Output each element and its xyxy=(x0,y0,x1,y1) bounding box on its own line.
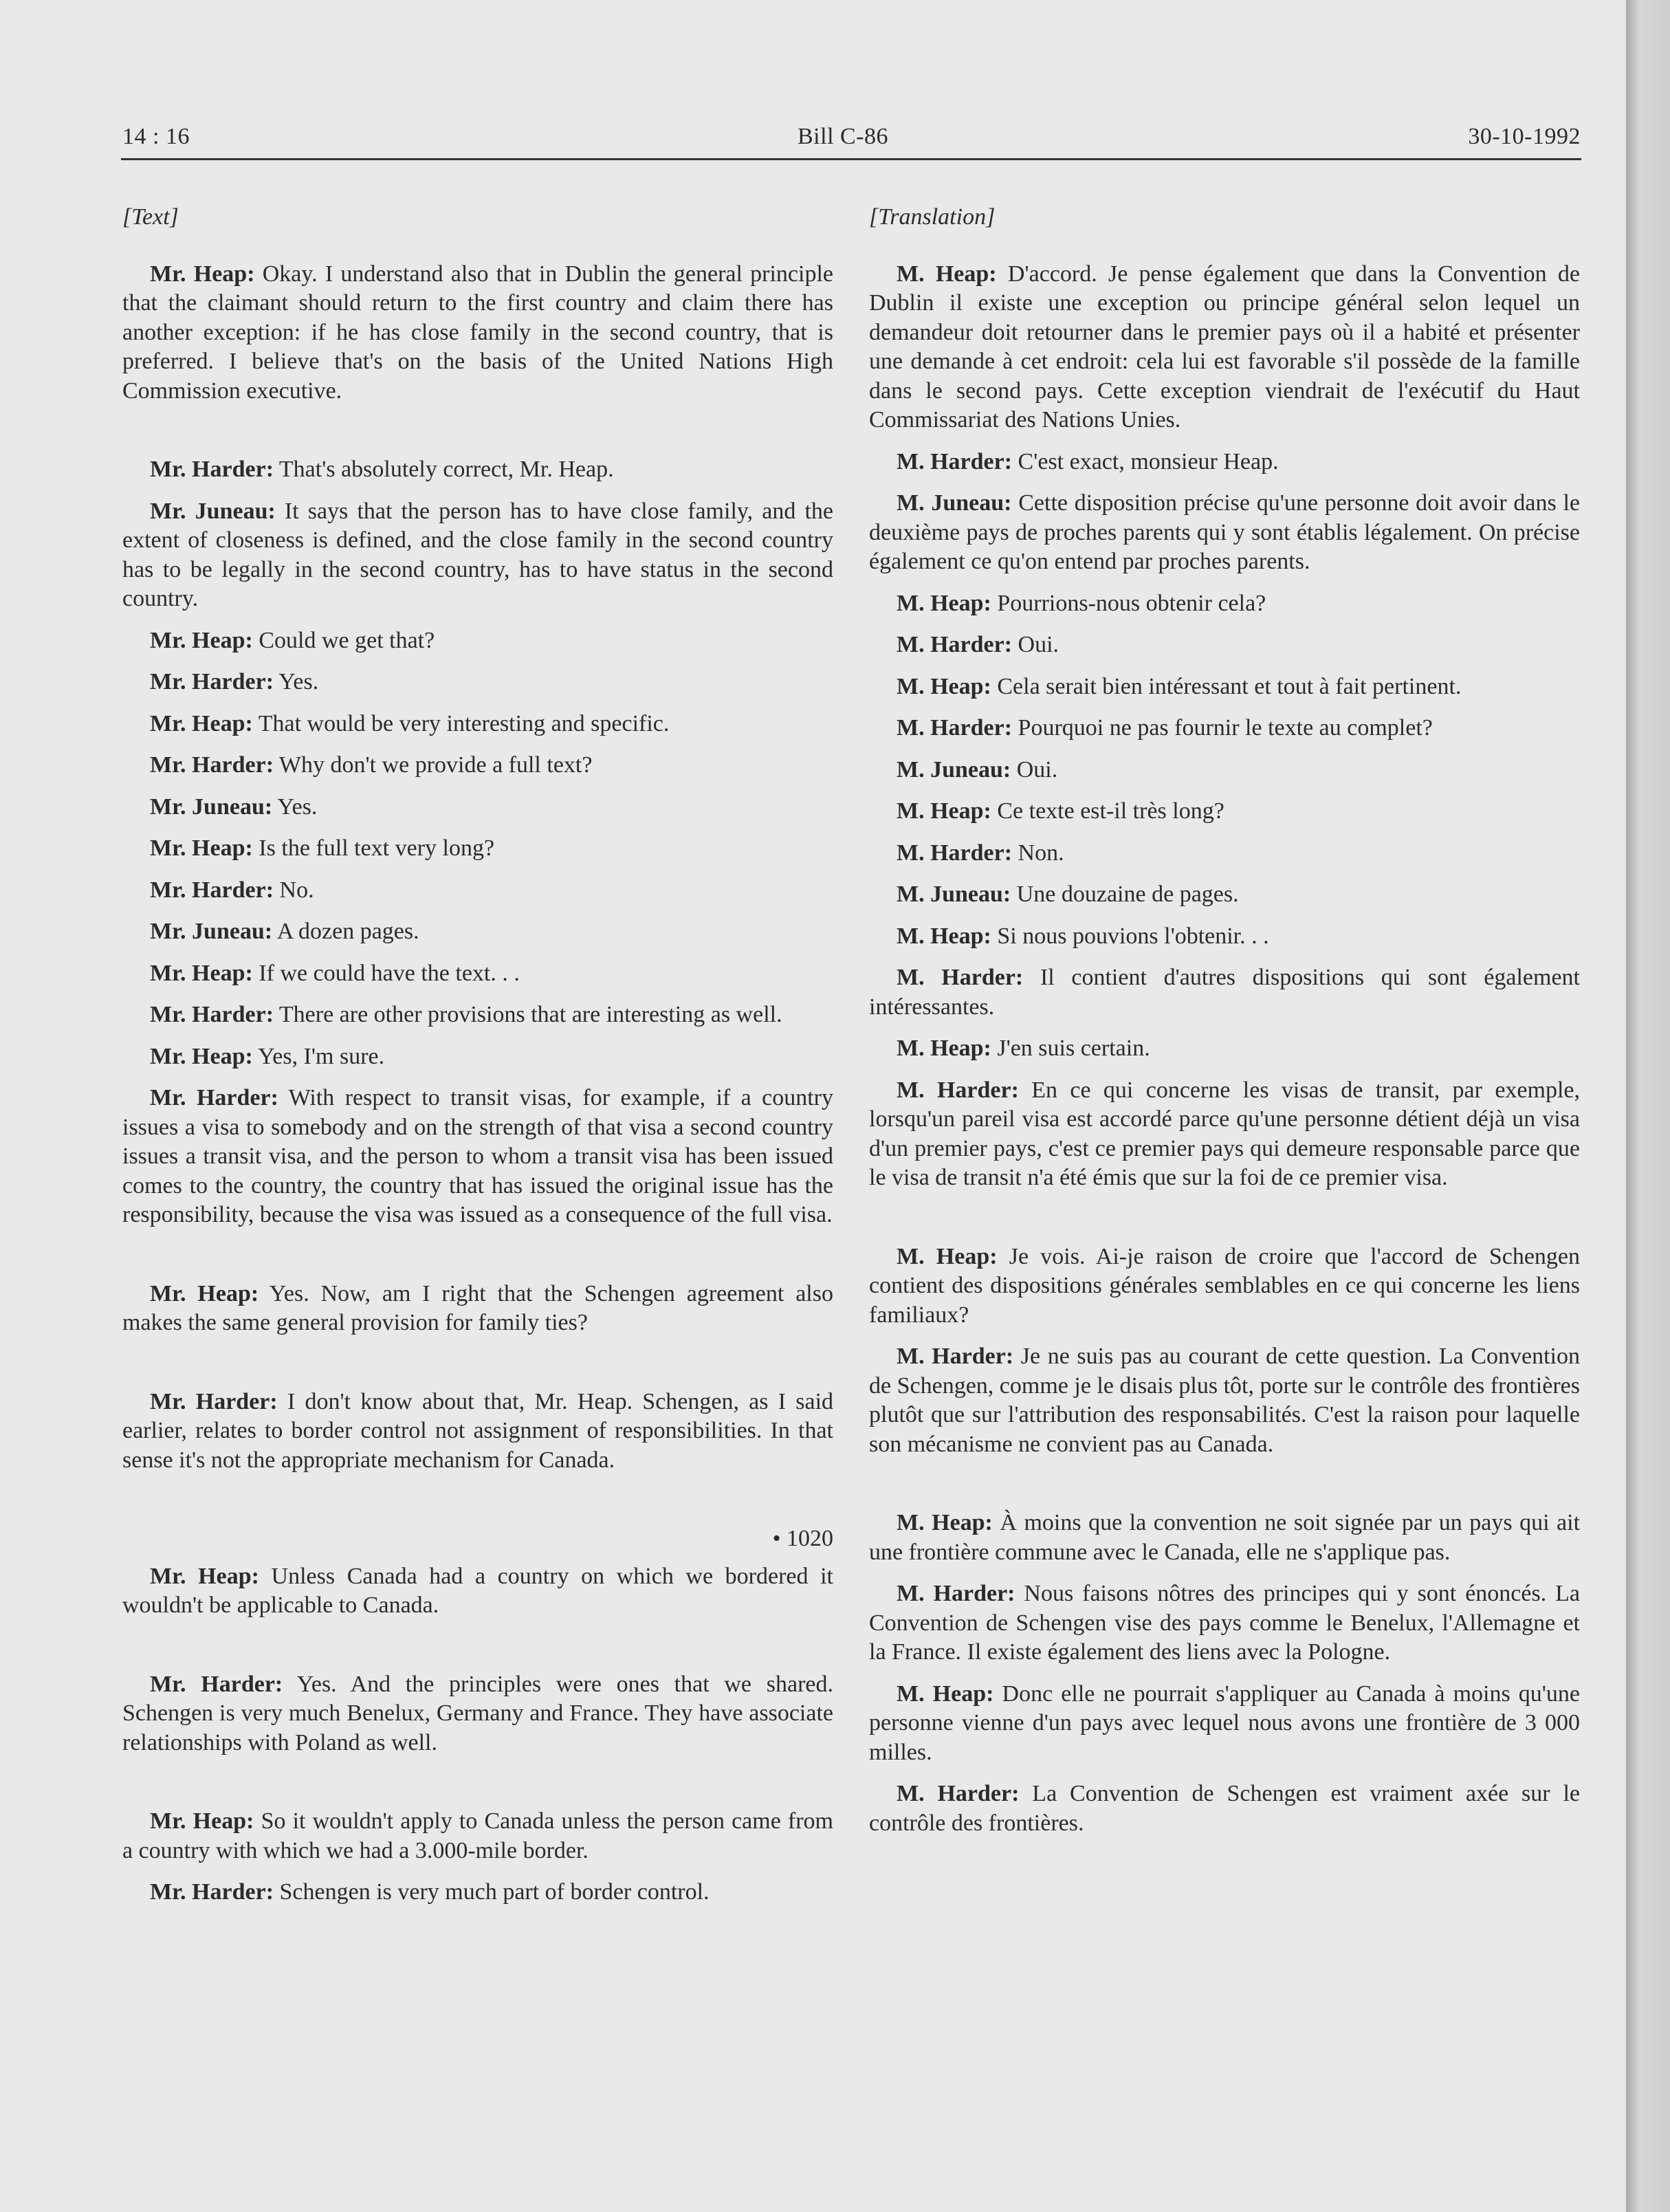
speaker-name: Mr. Heap: xyxy=(150,627,253,653)
speech-text: Oui. xyxy=(1018,632,1059,657)
transcript-paragraph xyxy=(869,1579,1580,1667)
transcript-paragraph xyxy=(122,1000,833,1030)
speech-text: So it wouldn't apply to Canada unless the person came from a country with which we had a 3.000-mile border. xyxy=(122,1808,833,1863)
speaker-name: M. Harder: xyxy=(897,632,1013,657)
transcript-paragraph xyxy=(869,631,1580,660)
speech-text: Je vois. Ai-je raison de croire que l'accord de Schengen contient des dispositions générales semblables en ce qui concerne les liens familiaux? xyxy=(869,1243,1581,1328)
transcript-paragraph xyxy=(869,714,1580,743)
transcript-paragraph xyxy=(869,260,1580,435)
speaker-name: M. Heap: xyxy=(897,1510,993,1535)
bill-title: Bill C-86 xyxy=(798,124,889,149)
transcript-paragraph xyxy=(122,455,833,485)
transcript-paragraph xyxy=(122,1562,833,1621)
transcript-paragraph xyxy=(122,959,833,989)
speech-text: Okay. I understand also that in Dublin the general principle that the claimant should return to the first country and claim there has another exception: if he has close family in the second country, that is preferred. I believe that's on the basis of the United Nations High Commission executive. xyxy=(122,261,833,404)
speech-text: It says that the person has to have close family, and the extent of closeness is defined, and the close family in the second country has to be legally in the second country, has to have status in the second country. xyxy=(122,498,834,611)
transcript-paragraph xyxy=(869,922,1580,952)
speaker-name: M. Juneau: xyxy=(897,881,1011,907)
speech-text: There are other provisions that are interesting as well. xyxy=(278,1002,782,1027)
transcript-paragraph xyxy=(122,1084,833,1230)
transcript-paragraph xyxy=(122,834,833,864)
transcript-paragraph xyxy=(869,963,1580,1022)
speech-text: D'accord. Je pense également que dans la Convention de Dublin il existe une exception ou principe général selon lequel un demandeur doit retourner dans le premier pays où il a habité et présenter une demande à cet endroit: cela lui est favorable s'il possède de la famille dans le second pays. Cette exception viendrait de l'exécutif du Haut Commissariat des Nations Unies. xyxy=(869,261,1581,432)
speech-text: No. xyxy=(279,877,314,903)
transcript-paragraph xyxy=(122,668,833,697)
page-edge xyxy=(1626,0,1670,2212)
speech-text: Je ne suis pas au courant de cette question. La Convention de Schengen, comme je le disais plus tôt, porte sur le contrôle des frontières plutôt que sur l'attribution des responsabilités. C'est la raison pour laquelle son mécanisme ne convient pas au Canada. xyxy=(869,1344,1580,1457)
speaker-name: M. Heap: xyxy=(897,590,991,616)
speaker-name: M. Harder: xyxy=(897,965,1024,990)
speaker-name: M. Heap: xyxy=(897,1036,991,1061)
speech-text: Is the full text very long? xyxy=(259,835,495,861)
speech-text: That would be very interesting and specific. xyxy=(258,710,670,736)
transcript-paragraph xyxy=(869,880,1580,910)
speech-text: If we could have the text. . . xyxy=(259,960,520,986)
speech-text: Cela serait bien intéressant et tout à fait pertinent. xyxy=(997,673,1462,699)
speaker-name: Mr. Heap: xyxy=(150,960,253,986)
speech-text: Cette disposition précise qu'une personne doit avoir dans le deuxième pays de proches parents qui y sont établis légalement. On précise également ce qu'on entend par proches parents. xyxy=(869,490,1581,574)
speaker-name: Mr. Harder: xyxy=(150,752,274,778)
transcript-paragraph xyxy=(122,1670,833,1758)
speech-text: Yes. xyxy=(277,793,318,820)
speech-text: Yes. And the principles were ones that we shared. Schengen is very much Benelux, Germany and France. They have associate relationships with Poland as well. xyxy=(122,1671,833,1755)
transcript-paragraph xyxy=(869,1034,1580,1064)
speaker-name: M. Heap: xyxy=(897,1680,994,1707)
speaker-name: M. Harder: xyxy=(897,1581,1015,1606)
transcript-paragraph xyxy=(869,1509,1580,1567)
speech-text: Unless Canada had a country on which we bordered it wouldn't be applicable to Canada. xyxy=(122,1563,833,1618)
speaker-name: M. Juneau: xyxy=(897,756,1011,782)
speech-text: I don't know about that, Mr. Heap. Schengen, as I said earlier, relates to border control not assignment of responsibilities. In that sense it's not the appropriate mechanism for Canada. xyxy=(122,1388,834,1473)
speaker-name: Mr. Harder: xyxy=(150,1671,283,1697)
speaker-name: M. Heap: xyxy=(897,1243,998,1269)
speaker-name: Mr. Heap: xyxy=(150,261,255,287)
speaker-name: Mr. Harder: xyxy=(150,1879,274,1905)
speech-text: Ce texte est-il très long? xyxy=(997,798,1224,824)
speaker-name: Mr. Harder: xyxy=(150,877,274,903)
transcript-paragraph xyxy=(869,489,1580,577)
speech-text: C'est exact, monsieur Heap. xyxy=(1018,448,1279,474)
speaker-name: M. Juneau: xyxy=(897,490,1012,516)
speaker-name: M. Harder: xyxy=(897,715,1013,741)
speech-text: Donc elle ne pourrait s'appliquer au Canada à moins qu'une personne vienne d'un pays avec lequel nous avons une frontière de 3 000 milles. xyxy=(869,1680,1581,1765)
speech-text: La Convention de Schengen est vraiment axée sur le contrôle des frontières. xyxy=(869,1781,1581,1836)
speech-text: A dozen pages. xyxy=(276,919,419,944)
speaker-name: Mr. Heap: xyxy=(150,710,253,736)
transcript-paragraph xyxy=(122,917,833,947)
transcript-paragraph xyxy=(122,1878,833,1907)
transcript-paragraph xyxy=(869,672,1580,702)
speech-text: With respect to transit visas, for example, if a country issues a visa to somebody and on the strength of that visa a second country issues a transit visa, and the person to whom a transit visa has been issued comes to the country, the country that has issued the original issue has the responsibility, because the visa was issued as a consequence of the full visa. xyxy=(122,1085,834,1227)
speaker-name: M. Harder: xyxy=(897,448,1013,474)
french-column xyxy=(869,203,1580,1850)
transcript-paragraph xyxy=(122,497,833,614)
speaker-name: Mr. Juneau: xyxy=(150,793,273,820)
speaker-name: Mr. Heap: xyxy=(150,1563,259,1589)
speech-text: Pourquoi ne pas fournir le texte au complet? xyxy=(1018,715,1433,741)
speech-text: Schengen is very much part of border control. xyxy=(279,1879,710,1905)
speaker-name: Mr. Harder: xyxy=(150,1002,274,1027)
speaker-name: M. Harder: xyxy=(897,1781,1020,1806)
transcript-paragraph xyxy=(122,793,833,822)
transcript-paragraph xyxy=(869,448,1580,477)
column-label: [Text] xyxy=(122,204,179,230)
speech-text: Could we get that? xyxy=(259,627,435,653)
speech-text: Il contient d'autres dispositions qui sont également intéressantes. xyxy=(869,965,1580,1020)
column-label: [Translation] xyxy=(869,204,996,230)
speech-text: Yes. Now, am I right that the Schengen agreement also makes the same general provision for family ties? xyxy=(122,1280,833,1335)
header-rule xyxy=(121,158,1581,160)
speaker-name: M. Heap: xyxy=(897,261,997,287)
time-marker: • 1020 xyxy=(772,1526,833,1551)
speaker-name: Mr. Juneau: xyxy=(150,498,276,524)
speaker-name: Mr. Harder: xyxy=(150,669,274,694)
english-column xyxy=(122,203,833,1920)
speaker-name: Mr. Juneau: xyxy=(150,919,273,944)
speaker-name: Mr. Heap: xyxy=(150,1043,253,1069)
transcript-paragraph xyxy=(869,756,1580,785)
page-reference: 14 : 16 xyxy=(122,124,190,149)
transcript-paragraph xyxy=(122,1807,833,1865)
speaker-name: Mr. Heap: xyxy=(150,1280,259,1306)
speaker-name: M. Heap: xyxy=(897,673,991,699)
transcript-paragraph xyxy=(122,1042,833,1072)
speaker-name: M. Heap: xyxy=(897,923,991,949)
speaker-name: Mr. Harder: xyxy=(150,457,274,482)
speech-text: À moins que la convention ne soit signée par un pays qui ait une frontière commune avec le Canada, elle ne s'applique pas. xyxy=(869,1510,1581,1565)
transcript-paragraph xyxy=(122,751,833,780)
transcript-paragraph xyxy=(122,260,833,406)
speaker-name: M. Harder: xyxy=(897,1344,1014,1369)
speech-text: J'en suis certain. xyxy=(997,1036,1150,1061)
speech-text: Si nous pouvions l'obtenir. . . xyxy=(997,923,1269,949)
speaker-name: Mr. Harder: xyxy=(150,1085,278,1110)
speech-text: Nous faisons nôtres des principes qui y sont énoncés. La Convention de Schengen vise des pays comme le Benelux, l'Allemagne et la France. Il existe également des liens avec la Pologne. xyxy=(869,1581,1580,1665)
transcript-paragraph xyxy=(869,1076,1580,1193)
speech-text: En ce qui concerne les visas de transit, par exemple, lorsqu'un pareil visa est accordé parce qu'une personne détient déjà un visa d'un premier pays, c'est ce premier pays qui demeure responsable parce que le visa de transit n'a été émis que sur la foi de ce premier visa. xyxy=(869,1077,1580,1190)
transcript-paragraph xyxy=(122,876,833,906)
speech-text: Yes. xyxy=(278,669,319,694)
transcript-paragraph xyxy=(869,1242,1580,1331)
speech-text: Pourrions-nous obtenir cela? xyxy=(997,590,1266,616)
transcript-paragraph xyxy=(869,1680,1580,1768)
speech-text: Why don't we provide a full text? xyxy=(278,752,593,778)
speaker-name: M. Harder: xyxy=(897,840,1013,866)
page-date: 30-10-1992 xyxy=(1468,124,1581,149)
transcript-paragraph xyxy=(869,1780,1580,1838)
speaker-name: Mr. Harder: xyxy=(150,1388,278,1414)
transcript-paragraph xyxy=(869,839,1580,868)
speech-text: Yes, I'm sure. xyxy=(258,1043,385,1069)
transcript-paragraph xyxy=(122,1388,833,1476)
transcript-paragraph xyxy=(122,626,833,656)
speech-text: Non. xyxy=(1018,840,1064,866)
transcript-paragraph xyxy=(869,1342,1580,1459)
transcript-paragraph xyxy=(869,797,1580,826)
speaker-name: M. Harder: xyxy=(897,1077,1019,1103)
transcript-paragraph xyxy=(869,589,1580,619)
transcript-paragraph xyxy=(122,1280,833,1338)
speaker-name: Mr. Heap: xyxy=(150,835,253,861)
transcript-paragraph xyxy=(122,710,833,739)
speech-text: Une douzaine de pages. xyxy=(1016,881,1239,907)
speaker-name: Mr. Heap: xyxy=(150,1808,254,1834)
speaker-name: M. Heap: xyxy=(897,798,991,824)
speech-text: Oui. xyxy=(1016,756,1058,782)
speech-text: That's absolutely correct, Mr. Heap. xyxy=(278,457,614,482)
